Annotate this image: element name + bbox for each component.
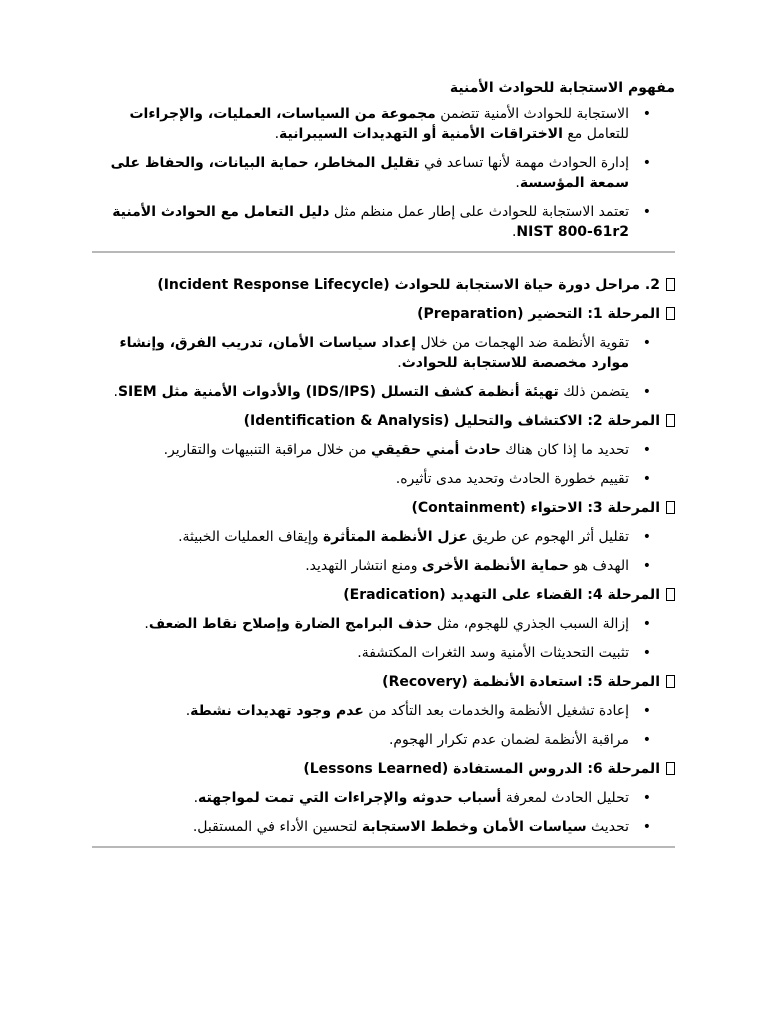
bullet-icon: • <box>642 703 651 719</box>
text: وإيقاف العمليات الخبيثة. <box>178 529 323 545</box>
text: مراقبة الأنظمة لضمان عدم تكرار الهجوم. <box>388 732 629 748</box>
missing-glyph-icon <box>666 278 675 291</box>
phase-bullet-list <box>92 440 675 489</box>
bullet-icon: • <box>642 335 651 351</box>
phase-bullet-list <box>92 333 675 402</box>
phase-heading-text: المرحلة 3: الاحتواء (Containment) <box>411 500 660 516</box>
text: ومنع انتشار التهديد. <box>305 558 422 574</box>
bullet-icon: • <box>642 819 651 835</box>
document-body <box>92 78 675 848</box>
divider <box>92 846 675 848</box>
bullet-icon: • <box>642 471 651 487</box>
bold-text: تقليل المخاطر، حماية البيانات، والحفاظ على سمعة المؤسسة <box>110 155 629 191</box>
text: لتحسين الأداء في المستقبل. <box>192 819 362 835</box>
text: . <box>274 126 280 142</box>
phase-bullet-list <box>92 788 675 837</box>
bullet-icon: • <box>642 106 651 122</box>
phase-heading-text: المرحلة 2: الاكتشاف والتحليل (Identification & Analysis) <box>243 413 660 429</box>
list-item <box>92 527 675 547</box>
text: إدارة الحوادث مهمة لأنها تساعد في <box>419 155 629 171</box>
phase-heading-text: المرحلة 5: استعادة الأنظمة (Recovery) <box>382 674 660 690</box>
list-item <box>92 614 675 634</box>
phase-heading-text: المرحلة 6: الدروس المستفادة (Lessons Learned) <box>303 761 660 777</box>
bold-text: حماية الأنظمة الأخرى <box>421 558 569 574</box>
list-item <box>92 382 675 402</box>
section-title: مفهوم الاستجابة للحوادث الأمنية <box>449 80 675 96</box>
bullet-icon: • <box>642 384 651 400</box>
phase-heading-text: المرحلة 1: التحضير (Preparation) <box>417 306 660 322</box>
text: الاستجابة للحوادث الأمنية تتضمن <box>435 106 629 122</box>
text: . <box>113 384 118 400</box>
phase-heading <box>92 411 675 431</box>
phase-heading <box>92 498 675 518</box>
text: الهدف هو <box>569 558 629 574</box>
bullet-icon: • <box>642 616 651 632</box>
text: تقليل أثر الهجوم عن طريق <box>467 529 629 545</box>
text: تقوية الأنظمة ضد الهجمات من خلال <box>416 335 629 351</box>
missing-glyph-icon <box>666 414 675 427</box>
bullet-icon: • <box>642 155 651 171</box>
missing-glyph-icon <box>666 762 675 775</box>
bold-text: تهيئة أنظمة كشف التسلل (IDS/IPS) والأدوات الأمنية مثل SIEM <box>117 384 559 400</box>
text: . <box>193 790 199 806</box>
bullet-icon: • <box>642 558 651 574</box>
phases-container <box>92 304 675 837</box>
phase-bullet-list <box>92 614 675 663</box>
phase-heading <box>92 672 675 692</box>
phase-heading <box>92 585 675 605</box>
bold-text: أسباب حدوثه والإجراءات التي تمت لمواجهته <box>198 790 502 806</box>
text: تحليل الحادث لمعرفة <box>501 790 629 806</box>
lifecycle-heading <box>92 275 675 295</box>
list-item <box>92 440 675 460</box>
list-item <box>92 556 675 576</box>
list-item <box>92 643 675 663</box>
bold-text: الاختراقات الأمنية أو التهديدات السيبرانية <box>279 126 563 142</box>
text: . <box>185 703 191 719</box>
text: تثبيت التحديثات الأمنية وسد الثغرات المكتشفة. <box>357 645 629 661</box>
bold-text: عزل الأنظمة المتأثرة <box>322 529 468 545</box>
phase-heading-text: المرحلة 4: القضاء على التهديد (Eradication) <box>343 587 660 603</box>
phase-heading <box>92 304 675 324</box>
list-item <box>92 202 675 242</box>
text: تحديد ما إذا كان هناك <box>500 442 629 458</box>
text: . <box>511 224 517 240</box>
bold-text: دليل التعامل مع الحوادث الأمنية NIST 800-61r2 <box>112 204 629 240</box>
bullet-icon: • <box>642 790 651 806</box>
list-item <box>92 701 675 721</box>
bold-text: سياسات الأمان وخطط الاستجابة <box>361 819 587 835</box>
list-item <box>92 817 675 837</box>
bold-text: مجموعة من السياسات، العمليات، والإجراءات <box>129 106 436 122</box>
phase-heading <box>92 759 675 779</box>
text: للتعامل مع <box>562 126 629 142</box>
list-item <box>92 153 675 193</box>
bold-text: حذف البرامج الضارة وإصلاح نقاط الضعف <box>148 616 433 632</box>
lifecycle-heading-text: 2. مراحل دورة حياة الاستجابة للحوادث (Incident Response Lifecycle) <box>157 277 660 293</box>
text: تقييم خطورة الحادث وتحديد مدى تأثيره. <box>395 471 629 487</box>
list-item <box>92 469 675 489</box>
bold-text: إعداد سياسات الأمان، تدريب الفرق، وإنشاء موارد مخصصة للاستجابة للحوادث <box>119 335 629 371</box>
missing-glyph-icon <box>666 675 675 688</box>
text: إعادة تشغيل الأنظمة والخدمات بعد التأكد من <box>363 703 629 719</box>
divider <box>92 251 675 253</box>
missing-glyph-icon <box>666 501 675 514</box>
text: . <box>144 616 149 632</box>
phase-bullet-list <box>92 527 675 576</box>
list-item <box>92 333 675 373</box>
missing-glyph-icon <box>666 307 675 320</box>
phase-bullet-list <box>92 701 675 750</box>
list-item <box>92 104 675 144</box>
text: إزالة السبب الجذري للهجوم، مثل <box>432 616 629 632</box>
missing-glyph-icon <box>666 588 675 601</box>
text: تعتمد الاستجابة للحوادث على إطار عمل منظم مثل <box>329 204 629 220</box>
bullet-icon: • <box>642 442 651 458</box>
bullet-icon: • <box>642 204 651 220</box>
concept-bullet-list <box>92 104 675 242</box>
text: من خلال مراقبة التنبيهات والتقارير. <box>163 442 371 458</box>
bullet-icon: • <box>642 732 651 748</box>
bullet-icon: • <box>642 529 651 545</box>
list-item <box>92 730 675 750</box>
bold-text: عدم وجود تهديدات نشطة <box>190 703 364 719</box>
text: . <box>397 355 402 371</box>
text: تحديث <box>586 819 629 835</box>
text: . <box>515 175 520 191</box>
bold-text: حادث أمني حقيقي <box>370 442 501 458</box>
list-item <box>92 788 675 808</box>
text: يتضمن ذلك <box>558 384 629 400</box>
bullet-icon: • <box>642 645 651 661</box>
